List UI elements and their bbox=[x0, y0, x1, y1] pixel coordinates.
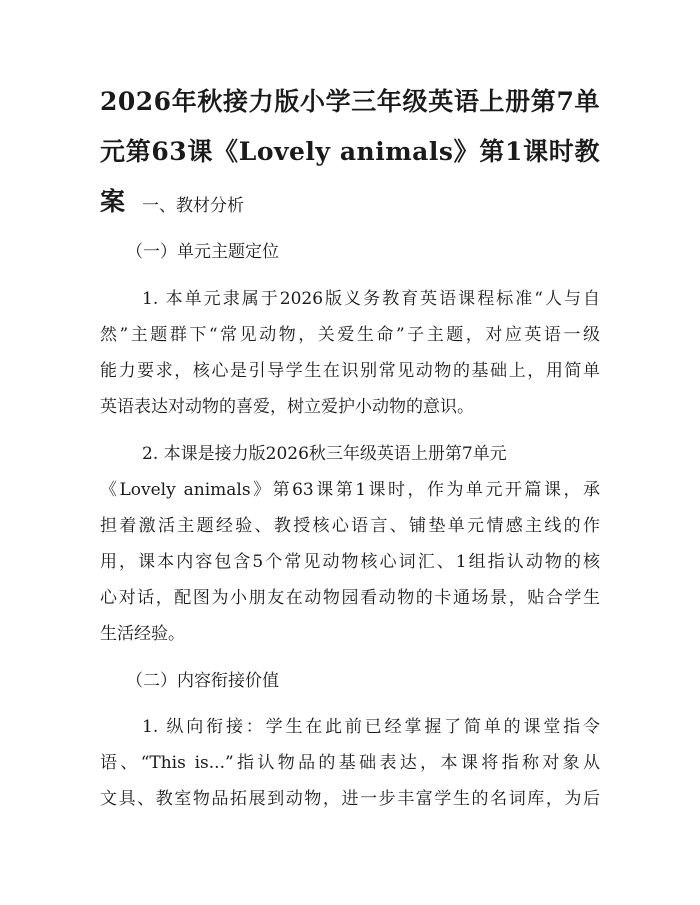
paragraph-2-line-4: 用，课本内容包含5个常见动物核心词汇、1组指认动物的核 bbox=[100, 552, 600, 572]
document-title: 2026年秋接力版小学三年级英语上册第7单元第63课《Lovely animals》第1课时教案 bbox=[100, 87, 600, 216]
subsection-heading-unit-theme: （一）单元主题定位 bbox=[126, 242, 279, 262]
subsection-heading-content-connection: （二）内容衔接价值 bbox=[126, 671, 279, 691]
paragraph-2-line-6: 生活经验。 bbox=[100, 624, 185, 644]
section-heading-materials-analysis: 一、教材分析 bbox=[142, 196, 244, 216]
paragraph-3-line-1: 1. 纵向衔接：学生在此前已经掌握了简单的课堂指令 bbox=[142, 717, 600, 737]
paragraph-2-line-5: 心对话，配图为小朋友在动物园看动物的卡通场景，贴合学生 bbox=[100, 588, 600, 608]
paragraph-2-line-2: 《Lovely animals》第63课第1课时，作为单元开篇课，承 bbox=[100, 480, 600, 500]
paragraph-2-line-3: 担着激活主题经验、教授核心语言、铺垫单元情感主线的作 bbox=[100, 516, 600, 536]
paragraph-1-line-1: 1. 本单元隶属于2026版义务教育英语课程标准“人与自 bbox=[142, 289, 600, 309]
paragraph-1-line-2: 然”主题群下“常见动物，关爱生命”子主题，对应英语一级 bbox=[100, 325, 600, 345]
paragraph-1-line-4: 英语表达对动物的喜爱，树立爱护小动物的意识。 bbox=[100, 397, 474, 417]
paragraph-1-line-3: 能力要求，核心是引导学生在识别常见动物的基础上，用简单 bbox=[100, 361, 600, 381]
paragraph-3-line-3: 文具、教室物品拓展到动物，进一步丰富学生的名词库，为后 bbox=[100, 789, 600, 809]
paragraph-2-line-1: 2. 本课是接力版2026秋三年级英语上册第7单元 bbox=[142, 444, 507, 464]
paragraph-3-line-2: 语、“This is...”指认物品的基础表达，本课将指称对象从 bbox=[100, 753, 600, 773]
